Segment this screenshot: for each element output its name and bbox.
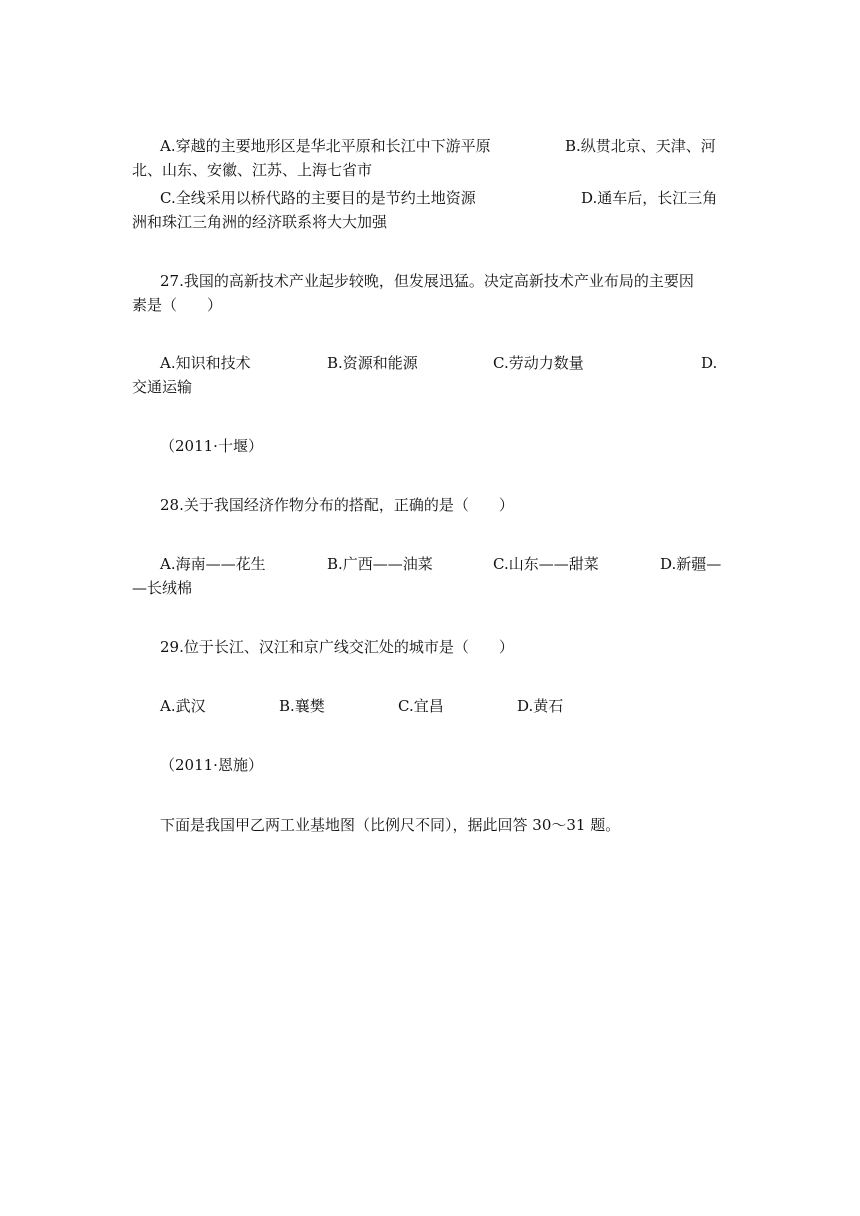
q27-option-d: D.	[701, 354, 718, 372]
q29-stem: 29.位于长江、汉江和京广线交汇处的城市是（ ）	[160, 638, 514, 656]
q27-stem-continued: 素是（ ）	[132, 296, 223, 314]
q26-option-d-continued: 洲和珠江三角洲的经济联系将大大加强	[132, 213, 388, 231]
q26-option-a: A.穿越的主要地形区是华北平原和长江中下游平原	[160, 137, 491, 155]
q28-option-b: B.广西——油菜	[327, 555, 433, 573]
q29-option-b: B.襄樊	[279, 697, 325, 715]
q29-option-c: C.宜昌	[398, 697, 444, 715]
source-label: （2011·十堰）	[160, 437, 263, 455]
q27-stem: 27.我国的高新技术产业起步较晚，但发展迅猛。决定高新技术产业布局的主要因	[160, 272, 694, 290]
q28-stem: 28.关于我国经济作物分布的搭配，正确的是（ ）	[160, 496, 514, 514]
q26-option-b: B.纵贯北京、天津、河	[565, 137, 716, 155]
q28-option-d: D.新疆—	[660, 555, 722, 573]
q26-option-d: D.通车后，长江三角	[581, 189, 718, 207]
q29-option-a: A.武汉	[160, 697, 206, 715]
q27-option-a: A.知识和技术	[160, 354, 251, 372]
q26-option-b-continued: 北、山东、安徽、江苏、上海七省市	[132, 161, 373, 179]
source-label: （2011·恩施）	[160, 756, 263, 774]
intro-text: 下面是我国甲乙两工业基地图（比例尺不同），据此回答 30～31 题。	[160, 816, 621, 834]
q29-option-d: D.黄石	[517, 697, 564, 715]
q27-option-b: B.资源和能源	[327, 354, 418, 372]
q28-option-d-continued: —长绒棉	[132, 579, 193, 597]
q27-option-d-continued: 交通运输	[132, 378, 193, 396]
q28-option-c: C.山东——甜菜	[493, 555, 599, 573]
q27-option-c: C.劳动力数量	[493, 354, 584, 372]
q26-option-c: C.全线采用以桥代路的主要目的是节约土地资源	[160, 189, 476, 207]
q28-option-a: A.海南——花生	[160, 555, 266, 573]
